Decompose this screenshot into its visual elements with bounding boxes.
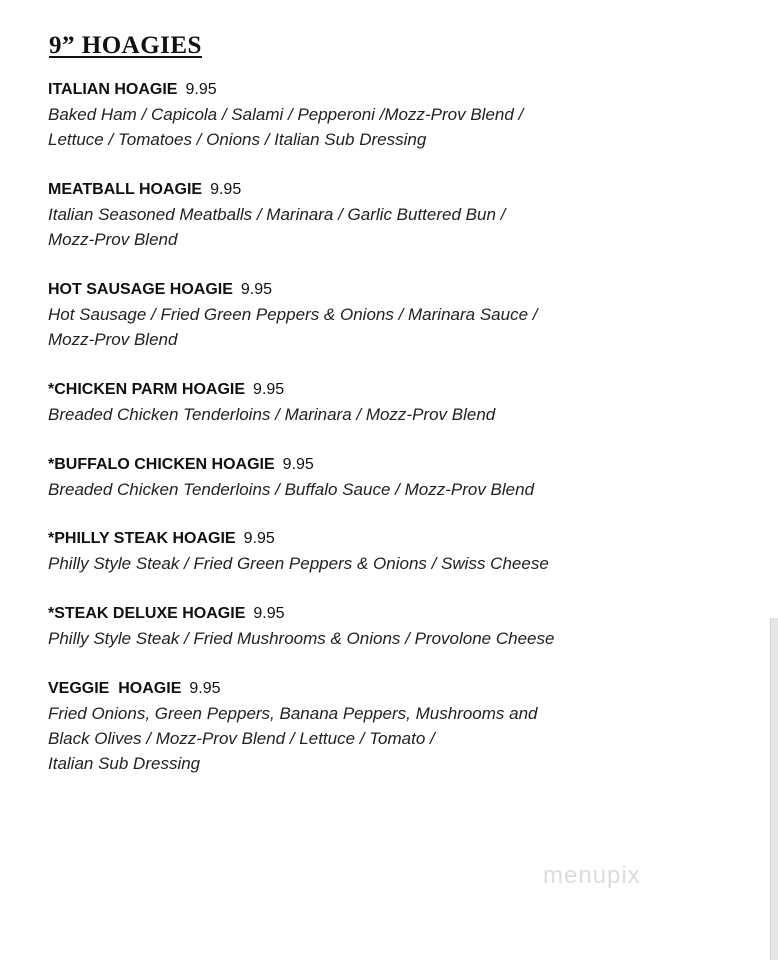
item-heading [48,601,648,626]
section-title: 9” HOAGIES [49,32,202,59]
item-name: *STEAK DELUXE HOAGIE [48,605,246,622]
watermark-logo: menupix [543,862,641,889]
scrollbar[interactable] [770,618,778,960]
item-name: VEGGIE HOAGIE [48,680,182,697]
description-line: Mozz-Prov Blend [48,330,178,349]
item-price: 9.95 [189,680,221,697]
description-line: Black Olives / Mozz-Prov Blend / Lettuce / Tomato / [48,729,435,748]
item-heading [48,177,648,202]
menu-item-hot-sausage-hoagie [48,277,648,352]
item-heading [48,526,648,551]
description-line: Lettuce / Tomatoes / Onions / Italian Sub Dressing [48,130,427,149]
description-line: Italian Sub Dressing [48,754,201,773]
menu-item-steak-deluxe-hoagie [48,601,648,651]
menu-item-buffalo-chicken-hoagie [48,452,648,502]
item-heading [48,77,648,102]
item-description [48,202,648,252]
item-name: ITALIAN HOAGIE [48,81,178,98]
item-heading [48,377,648,402]
item-price: 9.95 [185,81,217,98]
description-line: Breaded Chicken Tenderloins / Marinara / Mozz-Prov Blend [48,405,496,424]
item-name: *CHICKEN PARM HOAGIE [48,381,246,398]
item-price: 9.95 [282,456,314,473]
menu-item-italian-hoagie [48,77,648,152]
item-price: 9.95 [210,181,242,198]
item-price: 9.95 [243,530,275,547]
item-description [48,102,648,152]
item-heading [48,676,648,701]
menu-item-veggie-hoagie [48,676,648,776]
menu-item-philly-steak-hoagie [48,526,648,576]
item-name: MEATBALL HOAGIE [48,181,203,198]
menu-item-meatball-hoagie [48,177,648,252]
item-description [48,551,648,576]
item-description [48,626,648,651]
description-line: Philly Style Steak / Fried Green Peppers & Onions / Swiss Cheese [48,554,549,573]
description-line: Mozz-Prov Blend [48,230,178,249]
description-line: Baked Ham / Capicola / Salami / Pepperoni /Mozz-Prov Blend / [48,105,524,124]
item-description [48,402,648,427]
description-line: Breaded Chicken Tenderloins / Buffalo Sauce / Mozz-Prov Blend [48,480,535,499]
item-description [48,477,648,502]
item-description [48,701,648,776]
item-description [48,302,648,352]
item-name: HOT SAUSAGE HOAGIE [48,281,233,298]
item-name: *PHILLY STEAK HOAGIE [48,530,236,547]
item-name: *BUFFALO CHICKEN HOAGIE [48,456,275,473]
description-line: Italian Seasoned Meatballs / Marinara / Garlic Buttered Bun / [48,205,506,224]
item-heading [48,277,648,302]
menu-item-list [48,77,648,776]
description-line: Philly Style Steak / Fried Mushrooms & Onions / Provolone Cheese [48,629,555,648]
item-price: 9.95 [253,381,285,398]
item-heading [48,452,648,477]
item-price: 9.95 [240,281,273,298]
menu-item-chicken-parm-hoagie [48,377,648,427]
item-price: 9.95 [253,605,285,622]
description-line: Hot Sausage / Fried Green Peppers & Onions / Marinara Sauce / [48,305,538,324]
description-line: Fried Onions, Green Peppers, Banana Peppers, Mushrooms and [48,704,538,723]
